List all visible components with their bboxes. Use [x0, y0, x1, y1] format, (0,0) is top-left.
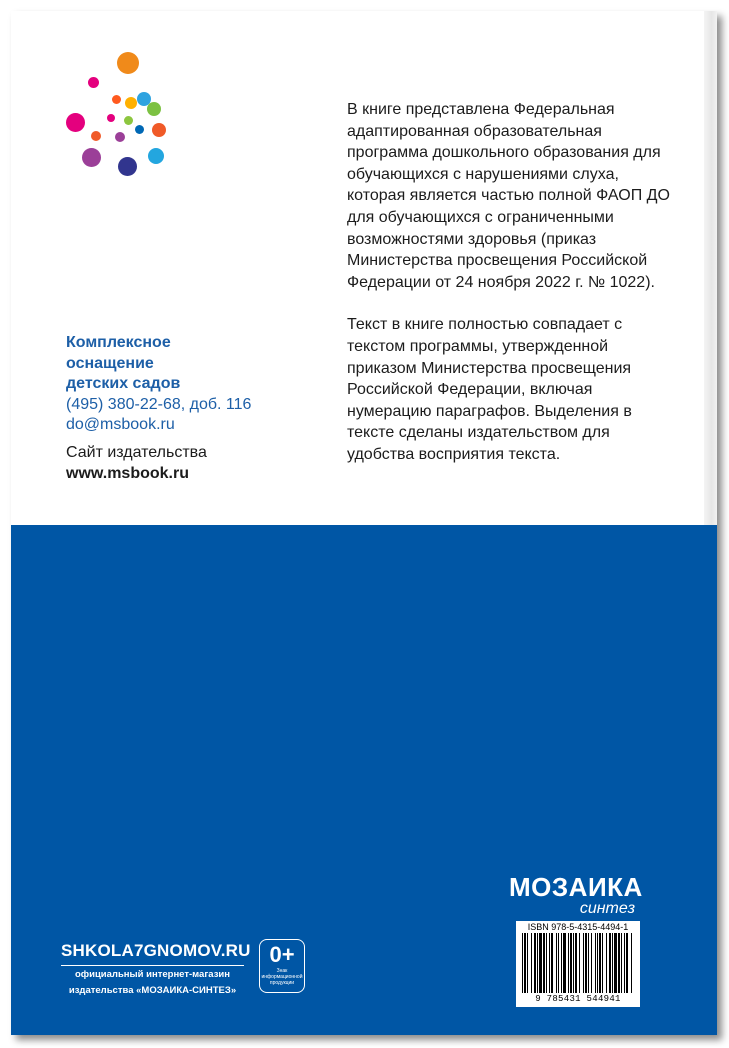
barcode-bar	[618, 933, 620, 993]
barcode-bar	[570, 933, 572, 993]
logo-dot	[91, 131, 101, 141]
barcode-bar	[524, 933, 526, 993]
shop-logo: SHKOLA7GNOMOV.RU	[61, 940, 244, 966]
barcode-bar	[631, 933, 632, 993]
barcode-bar	[595, 933, 596, 993]
barcode-bar	[583, 933, 584, 993]
shop-block	[61, 940, 251, 997]
spine-shade	[704, 11, 717, 525]
barcode-bar	[621, 933, 622, 993]
isbn-text: ISBN 978-5-4315-4494-1	[527, 922, 629, 932]
contact-phone: (495) 380-22-68, доб. 116	[66, 395, 252, 413]
barcode-bar	[606, 933, 607, 993]
barcode-bar	[609, 933, 611, 993]
contact-line: детских садов	[66, 375, 181, 392]
barcode-bar	[561, 933, 562, 993]
logo-dot	[112, 95, 121, 104]
logo-dot	[125, 97, 137, 109]
barcode-bar	[522, 933, 523, 993]
barcode-bar	[575, 933, 577, 993]
age-rating-caption: Знак информационной продукции	[261, 968, 303, 986]
age-rating-badge	[259, 939, 305, 993]
logo-dot	[82, 148, 101, 167]
barcode-bar	[599, 933, 601, 993]
barcode-bar	[531, 933, 532, 993]
back-cover	[11, 11, 717, 1035]
barcode-bar	[556, 933, 557, 993]
logo-dot	[148, 148, 164, 164]
barcode-bar	[626, 933, 628, 993]
barcode-bar	[588, 933, 589, 993]
barcode-bar	[579, 933, 580, 993]
barcode-bar	[573, 933, 574, 993]
barcode-bar	[551, 933, 553, 993]
barcode-bar	[537, 933, 538, 993]
logo-dot	[147, 102, 161, 116]
barcode-bar	[563, 933, 566, 993]
publisher-sub: синтез	[579, 900, 635, 917]
barcode-bar	[527, 933, 528, 993]
contact-line: оснащение	[66, 354, 154, 372]
barcode-bar	[568, 933, 569, 993]
barcode-bar	[612, 933, 613, 993]
barcode-bar	[558, 933, 559, 993]
barcode-bar	[614, 933, 617, 993]
barcode-bar	[597, 933, 598, 993]
logo-dot	[152, 123, 166, 137]
barcode-bar	[585, 933, 587, 993]
site-label: Сайт издательства	[66, 444, 207, 461]
barcode-bar	[546, 933, 547, 993]
barcode	[516, 921, 640, 1007]
logo-dot	[117, 52, 139, 74]
logo-dot	[124, 116, 133, 125]
site-block	[66, 443, 326, 484]
publisher-logo	[509, 872, 643, 917]
barcode-bar	[543, 933, 545, 993]
logo-dot	[66, 113, 85, 132]
barcode-digits: 9 785431 544941	[535, 994, 621, 1004]
barcode-bar	[534, 933, 536, 993]
shop-line: издательства «МОЗАИКА-СИНТЕЗ»	[68, 984, 237, 996]
age-rating-value: 0+	[269, 942, 295, 967]
shop-line: официальный интернет-магазин	[75, 969, 230, 980]
logo-dot	[88, 77, 99, 88]
barcode-bar	[549, 933, 550, 993]
barcode-bar	[624, 933, 625, 993]
site-url: www.msbook.ru	[66, 464, 189, 482]
barcode-bar	[591, 933, 592, 993]
book-description	[347, 99, 677, 466]
logo-dot	[135, 125, 144, 134]
barcode-bars	[520, 933, 636, 993]
publisher-name: МОЗАИКА	[509, 872, 643, 902]
barcode-bar	[539, 933, 542, 993]
barcode-bar	[602, 933, 603, 993]
contact-block	[66, 333, 326, 436]
logo-dot	[118, 157, 137, 176]
logo-dot	[115, 132, 125, 142]
contact-email: do@msbook.ru	[66, 416, 175, 433]
description-paragraph: В книге представлена Федеральная адаптированная образовательная программа дошкольного образования для обучающихся с нарушениями слуха, которая является частью полной ФАОП ДО для обучающихся с ограниченными возможностями здоровья (приказ Министерства просвещения Российской Федерации от 24 ноября 2022 г. № 1022).	[347, 101, 670, 291]
description-paragraph: Текст в книге полностью совпадает с текстом программы, утвержденной приказом Министерства просвещения Российской Федерации, включая нумерацию параграфов. Выделения в тексте сделаны издательством для удобства восприятия текста.	[347, 316, 632, 463]
logo-dot	[107, 114, 115, 122]
contact-line: Комплексное	[66, 334, 171, 351]
